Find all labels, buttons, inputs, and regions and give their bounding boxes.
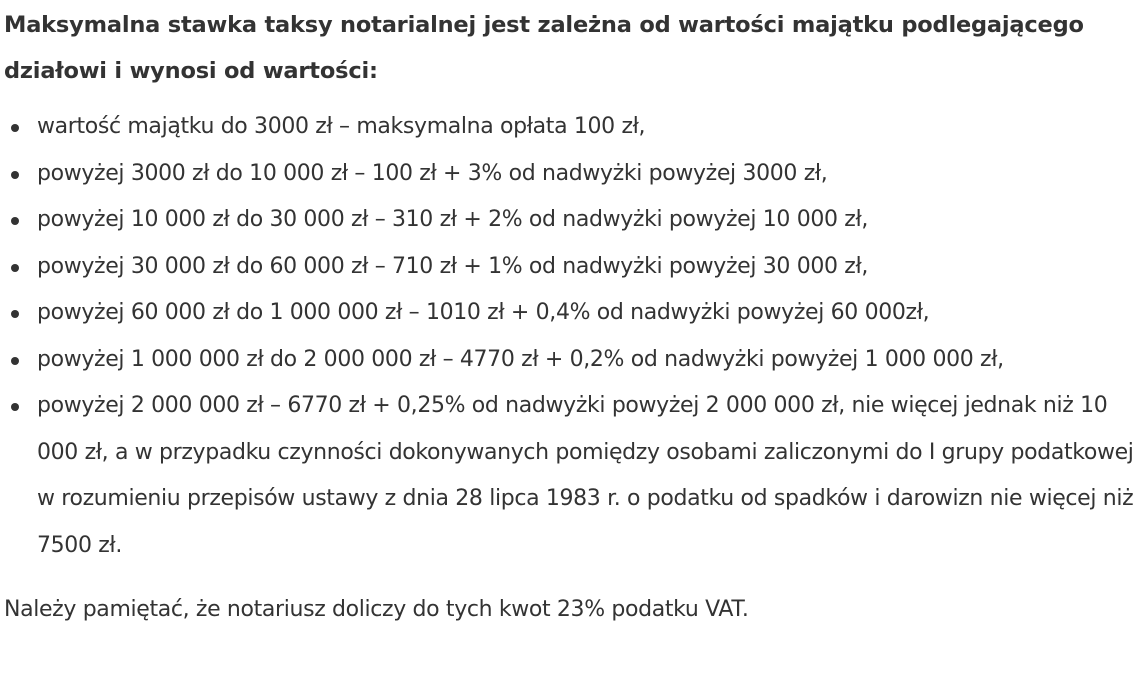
bullet-icon [11,264,19,272]
list-item [4,104,1146,151]
intro-paragraph: Maksymalna stawka taksy notarialnej jest zależna od wartości majątku podlegającego działowi i wynosi od wartości: [4,12,1084,84]
rate-text: powyżej 30 000 zł do 60 000 zł – 710 zł + 1% od nadwyżki powyżej 30 000 zł, [37,253,869,279]
rate-text: powyżej 2 000 000 zł – 6770 zł + 0,25% od nadwyżki powyżej 2 000 000 zł, nie więcej jednak niż 10 000 zł, a w przypadku czynności dokonywanych pomiędzy osobami zaliczonymi do I grupy podatkowej w rozumieniu przepisów ustawy z dnia 28 lipca 1983 r. o podatku od spadków i darowizn nie więcej niż 7500 zł. [37,393,1134,558]
rate-text: powyżej 1 000 000 zł do 2 000 000 zł – 4770 zł + 0,2% od nadwyżki powyżej 1 000 000 zł, [37,346,1004,372]
list-item [4,244,1146,291]
bullet-icon [11,403,19,411]
rate-text: powyżej 10 000 zł do 30 000 zł – 310 zł + 2% od nadwyżki powyżej 10 000 zł, [37,207,869,232]
vat-note: Należy pamiętać, że notariusz doliczy do tych kwot 23% podatku VAT. [4,597,749,622]
list-item [4,290,1146,337]
rate-text: powyżej 3000 zł do 10 000 zł – 100 zł + 3% od nadwyżki powyżej 3000 zł, [37,160,828,186]
bullet-icon [11,357,19,365]
bullet-icon [11,310,19,318]
rate-text: powyżej 60 000 zł do 1 000 000 zł – 1010 zł + 0,4% od nadwyżki powyżej 60 000zł, [37,300,930,325]
list-item [4,197,1146,244]
rate-text: wartość majątku do 3000 zł – maksymalna opłata 100 zł, [37,114,646,139]
bullet-icon [11,124,19,132]
list-item [4,383,1146,569]
bullet-icon [11,217,19,225]
bullet-icon [11,171,19,179]
list-item [4,151,1146,198]
rate-list [4,104,1146,569]
list-item [4,337,1146,384]
